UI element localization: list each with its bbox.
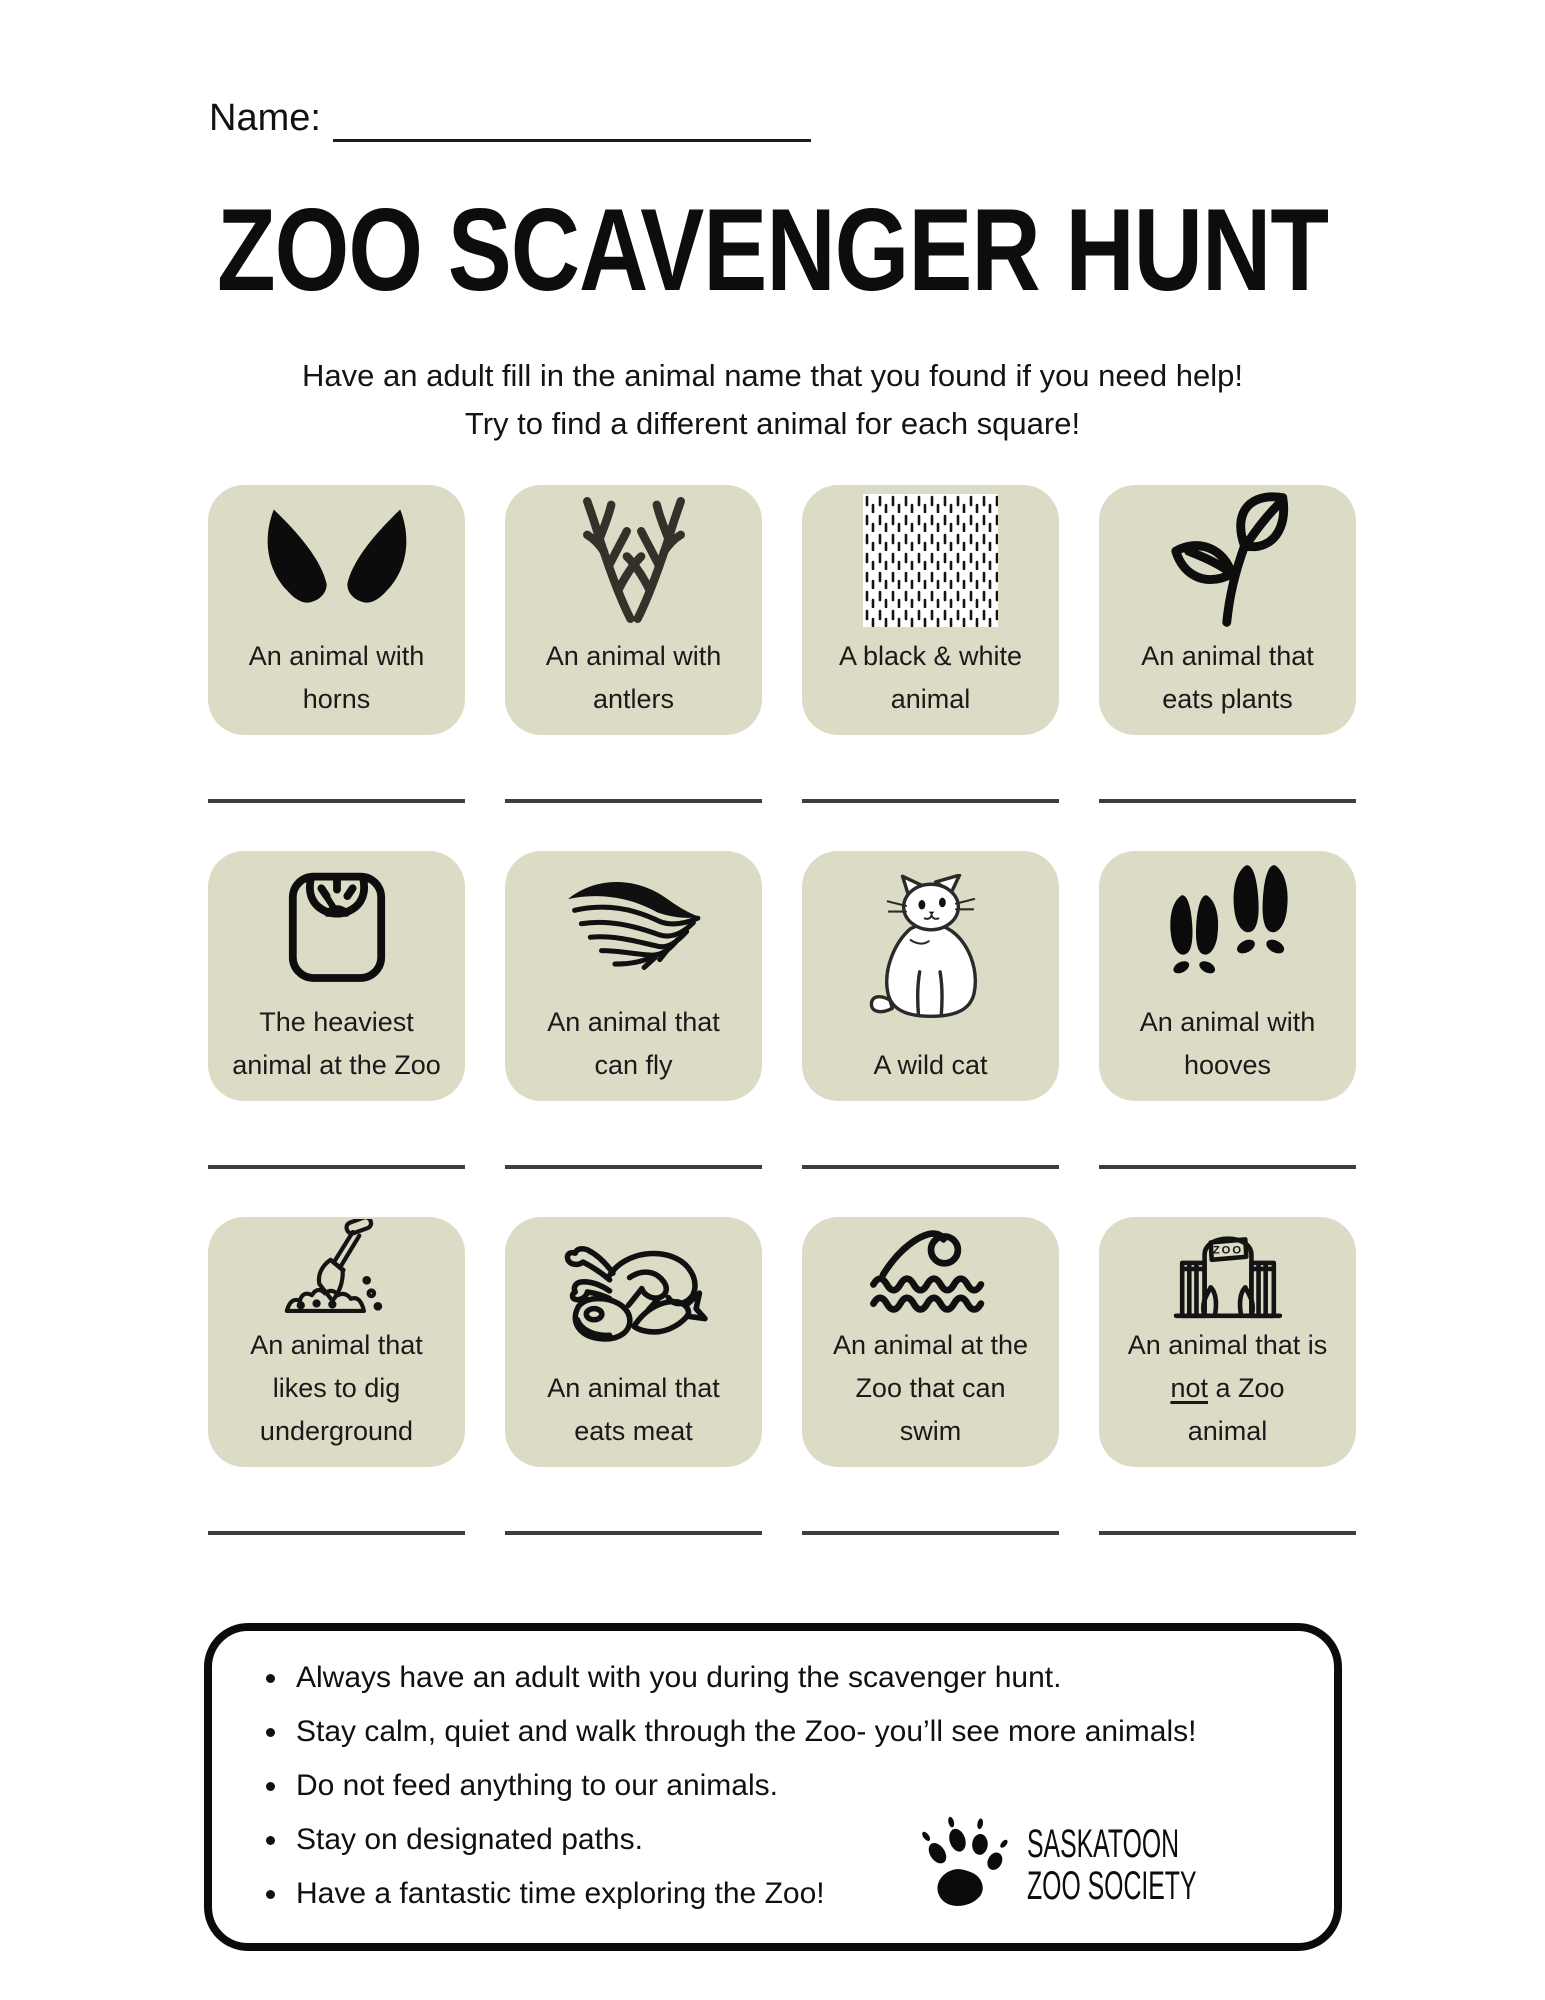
card-label <box>547 1367 720 1453</box>
card-label <box>839 635 1022 721</box>
answer-line <box>1099 799 1356 803</box>
card-label <box>1140 1001 1316 1087</box>
card-animal-digs-underground <box>208 1217 465 1467</box>
label-line: Zoo that can <box>855 1373 1006 1403</box>
subtitle-line-1: Have an adult fill in the animal name that you found if you need help! <box>302 358 1243 393</box>
label-line: eats plants <box>1162 684 1293 714</box>
rule-item: • Do not feed anything to our animals. <box>290 1759 1294 1813</box>
rule-item: • Stay on designated paths. <box>290 1813 1294 1867</box>
zoo-gate-sign-text: ZOO <box>1212 1244 1243 1257</box>
antlers-icon <box>554 485 714 635</box>
label-line: An animal that <box>547 1007 720 1037</box>
logo-text <box>1027 1823 1196 1907</box>
swimmer-icon <box>865 1217 997 1324</box>
name-blank-line <box>333 99 811 142</box>
answer-line <box>1099 1165 1356 1169</box>
horns-icon <box>262 485 412 635</box>
label-line: can fly <box>594 1050 673 1080</box>
label-line: horns <box>302 684 371 714</box>
cat-illustration <box>861 851 1001 1044</box>
subtitle-line-2: Try to find a different animal for each square! <box>464 406 1081 441</box>
hoofprints-icon <box>1162 851 1294 1001</box>
card-not-zoo-animal <box>1099 1217 1356 1467</box>
card-label <box>249 635 425 721</box>
card-label <box>547 1001 720 1087</box>
rule-item: • Always have an adult with you during the scavenger hunt. <box>290 1651 1294 1705</box>
card-label <box>546 635 722 721</box>
card-animal-eats-meat <box>505 1217 762 1467</box>
card-animal-can-swim <box>802 1217 1059 1467</box>
label-line: An animal at the <box>832 1330 1029 1360</box>
label-line: animal <box>890 684 971 714</box>
label-line: An animal with <box>545 641 722 671</box>
underlined-word: not <box>1170 1373 1208 1403</box>
answer-line <box>208 1531 465 1535</box>
card-animal-with-horns <box>208 485 465 735</box>
label-line: eats meat <box>574 1416 693 1446</box>
card-black-white-animal <box>802 485 1059 735</box>
label-line: An animal with <box>248 641 425 671</box>
logo-line-2: ZOO SOCIETY <box>1026 1864 1197 1908</box>
rule-item: • Have a fantastic time exploring the Zoo! <box>290 1867 1294 1921</box>
shovel-icon <box>281 1217 393 1324</box>
wing-icon <box>559 851 709 1001</box>
paw-print-icon <box>917 1813 1021 1917</box>
logo-line-1: SASKATOON <box>1026 1822 1179 1866</box>
card-label <box>232 1001 441 1087</box>
answer-line <box>1099 1531 1356 1535</box>
page-title: ZOO SCAVENGER HUNT <box>217 185 1328 316</box>
label-line: likes to dig <box>272 1373 401 1403</box>
subtitle <box>0 352 1545 448</box>
label-line: A black & white <box>838 641 1023 671</box>
card-label <box>1128 1324 1328 1453</box>
label-line: animal at the Zoo <box>232 1050 441 1080</box>
answer-line <box>208 799 465 803</box>
card-heaviest-animal <box>208 851 465 1101</box>
label-line: antlers <box>592 684 675 714</box>
label-line: An animal that <box>250 1330 423 1360</box>
card-animal-can-fly <box>505 851 762 1101</box>
label-line: An animal that <box>547 1373 720 1403</box>
label-line: hooves <box>1183 1050 1272 1080</box>
card-label <box>250 1324 423 1453</box>
label-line: An animal with <box>1139 1007 1316 1037</box>
answer-line <box>208 1165 465 1169</box>
answer-line <box>802 1531 1059 1535</box>
answer-line <box>505 1531 762 1535</box>
label-line: An animal that <box>1141 641 1314 671</box>
card-wild-cat <box>802 851 1059 1101</box>
card-label <box>1141 635 1314 721</box>
rule-item: • Stay calm, quiet and walk through the Zoo- you’ll see more animals! <box>290 1705 1294 1759</box>
label-line: A wild cat <box>873 1050 988 1080</box>
scavenger-grid <box>208 485 1356 1583</box>
card-label <box>833 1324 1028 1453</box>
dashed-pattern-swatch <box>863 485 998 635</box>
label-line: swim <box>899 1416 962 1446</box>
weight-scale-icon <box>272 851 402 1001</box>
answer-line <box>802 799 1059 803</box>
card-label <box>873 1044 987 1087</box>
card-animal-with-antlers <box>505 485 762 735</box>
label-line: animal <box>1187 1416 1268 1446</box>
leaves-icon <box>1157 485 1299 635</box>
saskatoon-zoo-society-logo <box>917 1813 1300 1917</box>
name-label: Name: <box>209 97 321 139</box>
name-row <box>209 96 811 142</box>
answer-line <box>505 799 762 803</box>
card-animal-with-hooves <box>1099 851 1356 1101</box>
card-animal-eats-plants <box>1099 485 1356 735</box>
meat-icon <box>560 1217 708 1367</box>
label-line: An animal that is <box>1127 1330 1328 1360</box>
label-line: not a Zoo <box>1170 1373 1285 1403</box>
rules-box <box>204 1623 1342 1951</box>
label-line: The heaviest <box>259 1007 414 1037</box>
answer-line <box>505 1165 762 1169</box>
label-line: underground <box>259 1416 414 1446</box>
zoo-gate-icon <box>1172 1217 1284 1324</box>
answer-line <box>802 1165 1059 1169</box>
